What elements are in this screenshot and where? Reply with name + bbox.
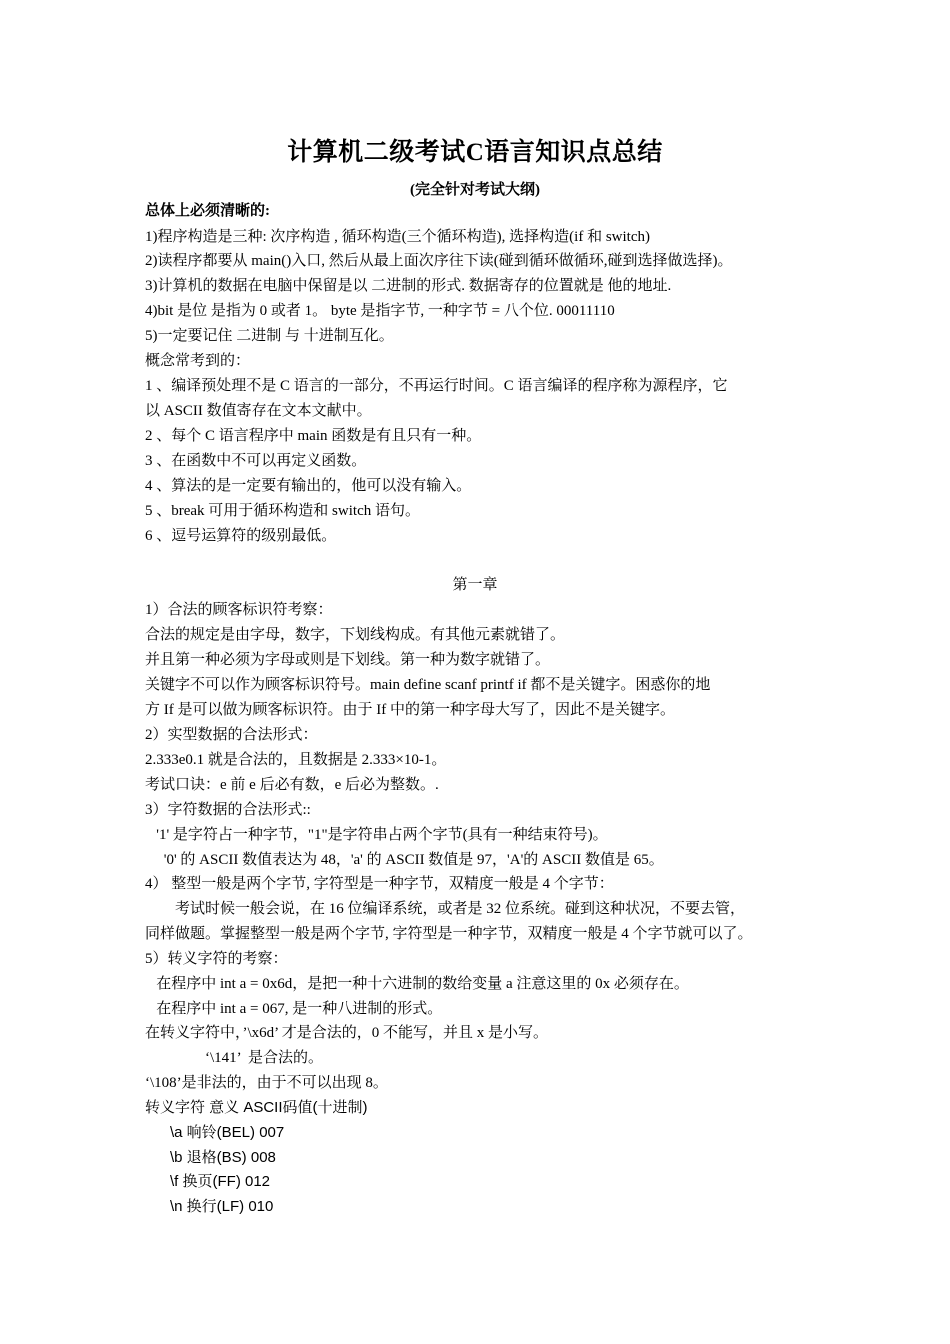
text-line: 方 If 是可以做为顾客标识符。由于 If 中的第一种字母大写了，因此不是关键字。 <box>145 702 675 718</box>
text-line: 在转义字符中，’\x6d’ 才是合法的，0 不能写，并且 x 是小写。 <box>145 1025 549 1041</box>
text-line: 同样做题。掌握整型一般是两个字节, 字符型是一种字节，双精度一般是 4 个字节就可以了。 <box>145 926 753 942</box>
chapter-heading: 第一章 <box>452 577 498 593</box>
text-line: \a 响铃(BEL) 007 <box>145 1124 285 1141</box>
text-line: 6 、逗号运算符的级别最低。 <box>145 528 337 544</box>
text-line: 考试时候一般会说，在 16 位编译系统，或者是 32 位系统。碰到这种状况，不要去管， <box>145 901 746 917</box>
text-line: 5 、break 可用于循环构造和 switch 语句。 <box>145 503 420 519</box>
text-line: 5)一定要记住 二进制 与 十进制互化。 <box>145 328 394 344</box>
text-line: 在程序中 int a = 067, 是一种八进制的形式。 <box>145 1001 443 1017</box>
text-line: 5）转义字符的考察： <box>145 951 288 967</box>
text-line: 关键字不可以作为顾客标识符号。main define scanf printf if 都不是关键字。困惑你的地 <box>145 677 711 693</box>
text-line: \f 换页(FF) 012 <box>145 1173 271 1190</box>
text-line: 3 、在函数中不可以再定义函数。 <box>145 453 367 469</box>
text-line: 转义字符 意义 ASCII码值(十进制) <box>145 1099 368 1116</box>
text-line: '0' 的 ASCII 数值表达为 48，'a' 的 ASCII 数值是 97，'A'的 ASCII 数值是 65。 <box>145 852 664 868</box>
text-line: ‘\108’是非法的，由于不可以出现 8。 <box>145 1075 388 1091</box>
document-title: 计算机二级考试C语言知识点总结 <box>287 139 663 166</box>
text-line: '1' 是字符占一种字节，"1"是字符串占两个字节(具有一种结束符号)。 <box>145 827 608 843</box>
text-line: 概念常考到的： <box>145 353 251 369</box>
text-line: 1 、编译预处理不是 C 语言的一部分，不再运行时间。C 语言编译的程序称为源程序，它 <box>145 378 728 394</box>
text-line: 2.333e0.1 就是合法的，且数据是 2.333×10-1。 <box>145 752 447 768</box>
text-line: 在程序中 int a = 0x6d，是把一种十六进制的数给变量 a 注意这里的 0x 必须存在。 <box>145 976 689 992</box>
text-line: 合法的规定是由字母，数字，下划线构成。有其他元素就错了。 <box>145 627 566 643</box>
text-line: 4 、算法的是一定要有输出的，他可以没有输入。 <box>145 478 472 494</box>
document-subtitle: (完全针对考试大纲) <box>410 182 540 198</box>
text-line: 2)读程序都要从 main()入口, 然后从最上面次序往下读(碰到循环做循环,碰到选择做选择)。 <box>145 253 733 269</box>
text-line: 1）合法的顾客标识符考察： <box>145 602 333 618</box>
text-line: 1)程序构造是三种: 次序构造 , 循环构造(三个循环构造), 选择构造(if 和 switch) <box>145 229 650 245</box>
text-line: 并且第一种必须为字母或则是下划线。第一种为数字就错了。 <box>145 652 551 668</box>
text-line: 4)bit 是位 是指为 0 或者 1。 byte 是指字节, 一种字节 = 八个位. 00011110 <box>145 303 615 319</box>
text-line: 2）实型数据的合法形式： <box>145 727 318 743</box>
text-line: 3)计算机的数据在电脑中保留是以 二进制的形式. 数据寄存的位置就是 他的地址. <box>145 278 672 294</box>
text-line: \n 换行(LF) 010 <box>145 1198 274 1215</box>
text-line: 3）字符数据的合法形式:: <box>145 802 311 818</box>
text-line: \b 退格(BS) 008 <box>145 1149 276 1166</box>
section-heading: 总体上必须清晰的: <box>145 203 270 219</box>
text-line: ‘\141’ 是合法的。 <box>145 1050 324 1066</box>
text-line: 以 ASCII 数值寄存在文本文献中。 <box>145 403 372 419</box>
text-line: 2 、每个 C 语言程序中 main 函数是有且只有一种。 <box>145 428 482 444</box>
text-line: 4） 整型一般是两个字节, 字符型是一种字节，双精度一般是 4 个字节： <box>145 876 614 892</box>
text-line: 考试口诀：e 前 e 后必有数，e 后必为整数。. <box>145 777 439 793</box>
